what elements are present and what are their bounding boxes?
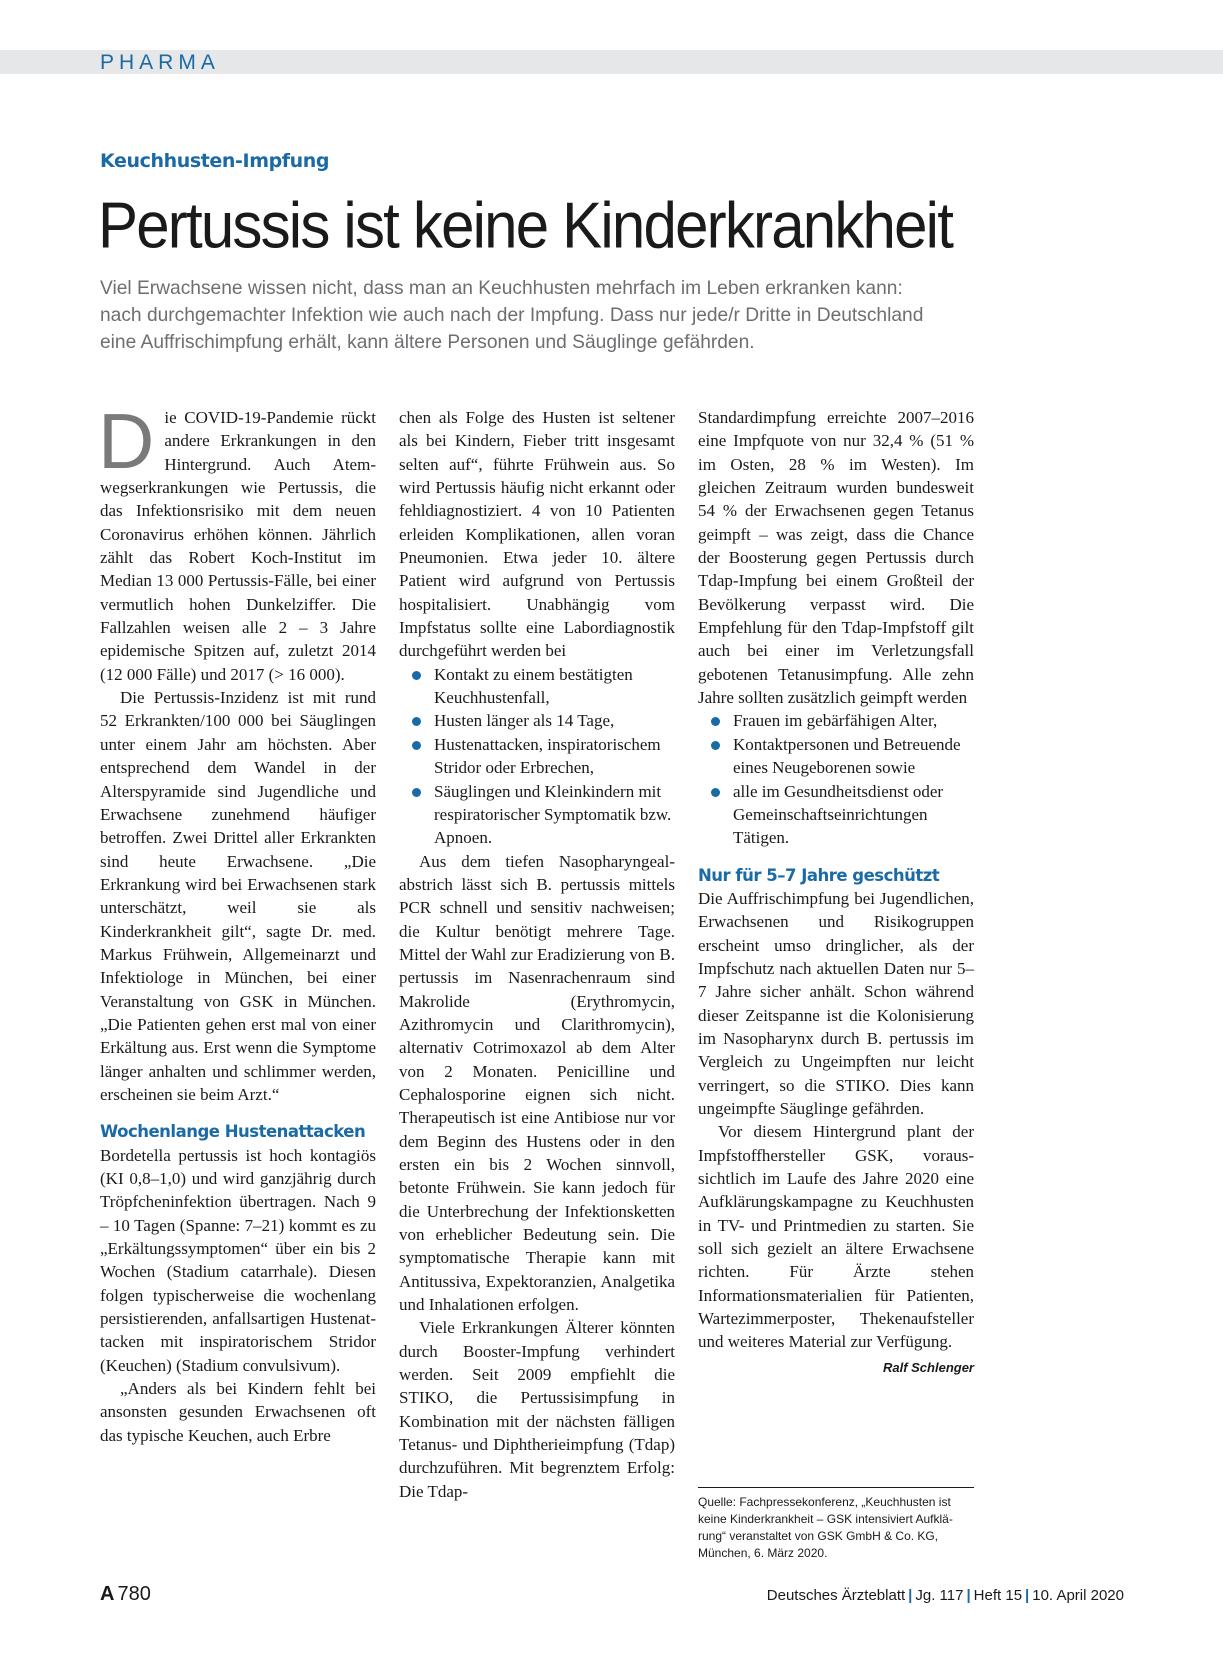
paragraph: Aus dem tiefen Nasopharyngealabstrich lässt sich B. pertussis mittels PCR schnell und sensitiv nachweisen; die Kultur benötigt mehrere Tage. Mittel der Wahl zur Eradizierung von B. pertussis im Nasenrachenraum sind Makrolide (Erythromycin, Azithromycin und Clarithromycin), alternativ Cotrimoxazol ab dem Alter von 2 Monaten. Penicilline und Cephalosporine eignen sich nicht. Therapeutisch ist eine Antibiose nur vor dem Beginn des Hustens oder in den ersten ein bis 2 Wochen sinnvoll, betonte Frühwein. Sie kann jedoch für die Unterbrechung der Infektionsketten von erheblicher Bedeutung sein. Die symptomatische Therapie kann mit Antitussiva, Expektoranzien, Analgetika und Inhalationen erfolgen. (399, 851, 675, 1315)
subheading: Wochenlange Hustenattacken (100, 1122, 366, 1142)
page-number-value: 780 (117, 1583, 151, 1605)
list-item: Frauen im gebärfähigen Alter, (733, 709, 974, 732)
section-label: PHARMA (100, 51, 220, 74)
paragraph (98, 397, 376, 686)
article-kicker: Keuchhusten-Impfung (100, 150, 330, 172)
paragraph (698, 1120, 974, 1375)
paragraph: chen als Folge des Husten ist seltener als bei Kindern, Fieber tritt insgesamt selten auf“, führte Frühwein aus. So wird Pertussis häufig nicht erkannt oder fehldiagnostiziert. 4 von 10 Patienten erleiden Komplikationen, allen voran Pneumonien. Etwa jeder 10. ältere Patient wird aufgrund von Pertussis hospitalisiert. Unabhängig vom Impfstatus sollte eine Labordiagnostik durchgeführt werden bei (399, 408, 675, 661)
paragraph: Die Auffrischimpfung bei Jugendlichen, Erwachsenen und Risikogruppen erscheint umso dringlicher, als der Impfschutz nach aktuellen Daten nur 5–7 Jahre sicher anhält. Schon während dieser Zeitspanne ist die Kolonisierung im Nasopharynx durch B. pertussis im Vergleich zu Ungeimpften nur leicht verringert, so die STIKO. Dies kann ungeimpfte Säuglinge gefährden. (698, 888, 974, 1118)
paragraph: „Anders als bei Kindern fehlt bei ansonsten gesunden Erwachsenen oft das typische Keuchen, auch Erbre (100, 1379, 376, 1445)
list-item: Kontaktpersonen und Betreuende eines Neugeborenen sowie (733, 733, 974, 780)
text-column-1 (98, 397, 376, 1447)
list-item: alle im Gesundheitsdienst oder Gemeinschaftseinrichtungen Tätigen. (733, 780, 974, 850)
journal-name: Deutsches Ärzteblatt (766, 1587, 906, 1604)
journal-issue: Heft 15 (973, 1587, 1023, 1604)
text-column-3 (698, 406, 974, 1379)
list-item: Säuglingen und Kleinkindern mit respiratorischer Symptomatik bzw. Apnoen. (434, 780, 675, 850)
journal-volume: Jg. 117 (915, 1587, 964, 1604)
paragraph: Standardimpfung erreichte 2007–2016 eine Impfquote von nur 32,4 % (51 % im Osten, 28 % im Westen). Im gleichen Zeitraum wurden bundesweit 54 % der Erwachsenen gegen Tetanus geimpft – was zeigt, dass die Chance der Boosterung gegen Pertussis durch Tdap-Impfung bei einem Großteil der Bevölkerung verpasst wird. Die Empfehlung für den Tdap-Impfstoff gilt auch bei einer im Verletzungsfall gebotenen Tetanusimpfung. Alle zehn Jahre sollten zusätzlich geimpft werden (698, 408, 974, 708)
author-byline: Ralf Schlenger (882, 1359, 974, 1375)
article-lead (100, 275, 1120, 356)
footer-separator: | (966, 1587, 971, 1604)
bullet-list (698, 709, 974, 849)
bullet-list (399, 663, 675, 850)
paragraph-text: Vor diesem Hintergrund plant der Impfstoffhersteller GSK, voraussichtlich im Laufe des Jahre 2020 eine Aufklärungskampagne zu Keuchhusten in TV- und Printmedien zu starten. Sie soll sich gezielt an ältere Erwachsene richten. Für Ärzte stehen Informationsmaterialien für Patienten, Wartezimmerposter, Thekenaufsteller und weiteres Material zur Verfügung. (698, 1122, 974, 1352)
article-headline: Pertussis ist keine Kinderkrankheit (98, 189, 953, 262)
source-note: Quelle: Fachpressekonferenz, „Keuchhusten ist keine Kinderkrankheit – GSK intensiviert Aufklärung“ veranstaltet von GSK GmbH & Co. KG, München, 6. März 2020. (698, 1487, 974, 1562)
journal-footer (767, 1587, 1124, 1604)
list-item: Hustenattacken, inspiratorischem Stridor oder Erbrechen, (434, 733, 675, 780)
lead-line: nach durchgemachter Infektion wie auch nach der Impfung. Dass nur jede/r Dritte in Deutschland (100, 305, 924, 326)
text-column-2 (399, 406, 675, 1503)
paragraph: Viele Erkrankungen Älterer könnten durch Booster-Impfung verhindert werden. Seit 2009 empfiehlt die STIKO, die Pertussisimpfung in Kombination mit der nächsten fälligen Tetanus- und Diphtherieimpfung (Tdap) durchzuführen. Mit begrenztem Erfolg: Die Tdap- (399, 1318, 675, 1501)
journal-date: 10. April 2020 (1032, 1587, 1124, 1604)
page-number (100, 1583, 151, 1606)
page-prefix: A (100, 1583, 115, 1605)
lead-line: Viel Erwachsene wissen nicht, dass man an Keuchhusten mehrfach im Leben erkranken kann: (100, 278, 903, 299)
drop-cap: D (98, 397, 155, 485)
list-item: Kontakt zu einem bestätigten Keuchhustenfall, (434, 663, 675, 710)
paragraph: Bordetella pertussis ist hoch kontagiös (KI 0,8–1,0) und wird ganzjährig durch Tröpfcheninfektion übertragen. Nach 9 – 10 Tagen (Spanne: 7–21) kommt es zu „Erkältungssymptomen“ über ein bis 2 Wochen (Stadium catarrhale). Diesen folgen typischerweise die wochenlang persistierenden, anfallsartigen Hustenattacken mit inspiratorischem Stridor (Keuchen) (Stadium convulsivum). (100, 1145, 376, 1375)
footer-separator: | (1025, 1587, 1030, 1604)
paragraph: Die Pertussis-Inzidenz ist mit rund 52 Erkrankten/100 000 bei Säuglingen unter einem Jahr am höchsten. Aber entsprechend dem Wandel in der Alterspyramide sind Jugendliche und Erwachsene zunehmend häufiger betroffen. Zwei Drittel aller Erkrankten sind heute Erwachsene. „Die Erkrankung wird bei Erwachsenen stark unterschätzt, weil sie als Kinderkrankheit gilt“, sagte Dr. med. Markus Frühwein, Allgemeinarzt und Infektiologe in München, bei einer Veranstaltung von GSK in München. „Die Patienten gehen erst mal von einer Erkältung aus. Erst wenn die Symptome länger anhalten und schlimmer werden, erscheinen sie beim Arzt.“ (100, 688, 376, 1104)
paragraph-text: ie COVID-19-Pandemie rückt andere Erkrankungen in den Hintergrund. Auch Atemwegserkrankungen wie Pertussis, die das Infektionsrisiko mit dem neuen Coronavirus erhöhen können. Jährlich zählt das Robert Koch-Institut im Median 13 000 Pertussis-Fälle, bei einer vermutlich hohen Dunkelziffer. Die Fallzahlen weisen alle 2 – 3 Jahre epidemische Spitzen auf, zuletzt 2014 (12 000 Fälle) und 2017 (> 16 000). (100, 408, 376, 684)
lead-line: eine Auffrischimpfung erhält, kann ältere Personen und Säuglinge gefährden. (100, 332, 755, 353)
list-item: Husten länger als 14 Tage, (434, 709, 675, 732)
footer-separator: | (908, 1587, 913, 1604)
subheading: Nur für 5–7 Jahre geschützt (698, 865, 940, 885)
